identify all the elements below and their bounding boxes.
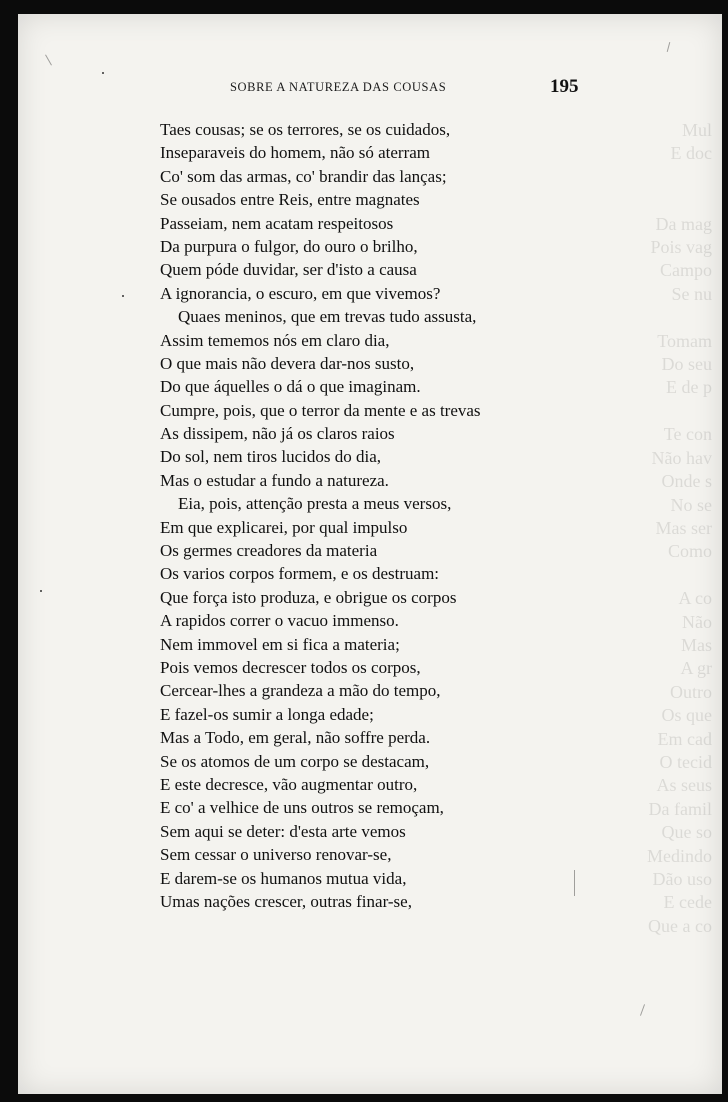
poem-line: Da purpura o fulgor, do ouro o brilho,: [160, 236, 418, 256]
running-title: SOBRE A NATUREZA DAS COUSAS: [230, 80, 447, 94]
poem-line: Quaes meninos, que em trevas tudo assusta,: [178, 307, 477, 327]
poem-line: Eia, pois, attenção presta a meus versos,: [178, 494, 452, 514]
scan-mark: [640, 1004, 645, 1016]
book-page: [18, 14, 722, 1094]
poem-line: Se ousados entre Reis, entre magnates: [160, 190, 420, 210]
poem-line: Passeiam, nem acatam respeitosos: [160, 213, 394, 233]
poem-line: A rapidos correr o vacuo immenso.: [160, 611, 399, 631]
poem-line: Quem póde duvidar, ser d'isto a causa: [160, 260, 417, 280]
poem-line: Umas nações crescer, outras finar-se,: [160, 891, 412, 911]
scan-speck: [122, 295, 124, 297]
bleed-through-text: Mul E doc Da mag Pois vag Campo Se nu Tomam Do seu E de p Te con Não hav Onde s No se Mas ser Como A co Não Mas A gr Outro Os que Em cad O tecid As seus Da famil Que so Medindo Dão uso E cede Que a co: [647, 120, 712, 936]
poem-line: Cercear-lhes a grandeza a mão do tempo,: [160, 681, 441, 701]
poem-line: Do sol, nem tiros lucidos do dia,: [160, 447, 381, 467]
poem-line: Mas a Todo, em geral, não soffre perda.: [160, 728, 431, 748]
scan-mark: [667, 42, 671, 52]
poem-line: E co' a velhice de uns outros se remoçam,: [160, 798, 444, 818]
poem-line: E este decresce, vão augmentar outro,: [160, 774, 418, 794]
poem-line: O que mais não devera dar-nos susto,: [160, 353, 415, 373]
poem-text: [160, 118, 560, 913]
poem-line: Do que áquelles o dá o que imaginam.: [160, 377, 421, 397]
poem-line: Se os atomos de um corpo se destacam,: [160, 751, 430, 771]
poem-line: Em que explicarei, por qual impulso: [160, 517, 408, 537]
poem-line: Inseparaveis do homem, não só aterram: [160, 143, 431, 163]
scan-mark: [574, 870, 575, 896]
poem-line: Os varios corpos formem, e os destruam:: [160, 564, 440, 584]
scan-speck: [102, 72, 104, 74]
poem-line: Co' som das armas, co' brandir das lanças;: [160, 166, 447, 186]
poem-line: Os germes creadores da materia: [160, 541, 378, 561]
poem-line: E fazel-os sumir a longa edade;: [160, 704, 374, 724]
poem-line: E darem-se os humanos mutua vida,: [160, 868, 407, 888]
poem-line: Taes cousas; se os terrores, se os cuidados,: [160, 120, 451, 139]
poem-line: Mas o estudar a fundo a natureza.: [160, 470, 389, 490]
poem-line: Sem aqui se deter: d'esta arte vemos: [160, 821, 406, 841]
poem-line: A ignorancia, o escuro, em que vivemos?: [160, 283, 441, 303]
poem-line: Cumpre, pois, que o terror da mente e as trevas: [160, 400, 481, 420]
scan-speck: [40, 590, 42, 592]
poem-line: Assim tememos nós em claro dia,: [160, 330, 390, 350]
poem-line: Que força isto produza, e obrigue os corpos: [160, 587, 457, 607]
poem-line: Sem cessar o universo renovar-se,: [160, 845, 392, 865]
poem-line: As dissipem, não já os claros raios: [160, 424, 395, 444]
poem-line: Nem immovel em si fica a materia;: [160, 634, 400, 654]
scan-mark: [45, 55, 52, 66]
poem-line: Pois vemos decrescer todos os corpos,: [160, 657, 421, 677]
page-number: 195: [550, 76, 579, 97]
